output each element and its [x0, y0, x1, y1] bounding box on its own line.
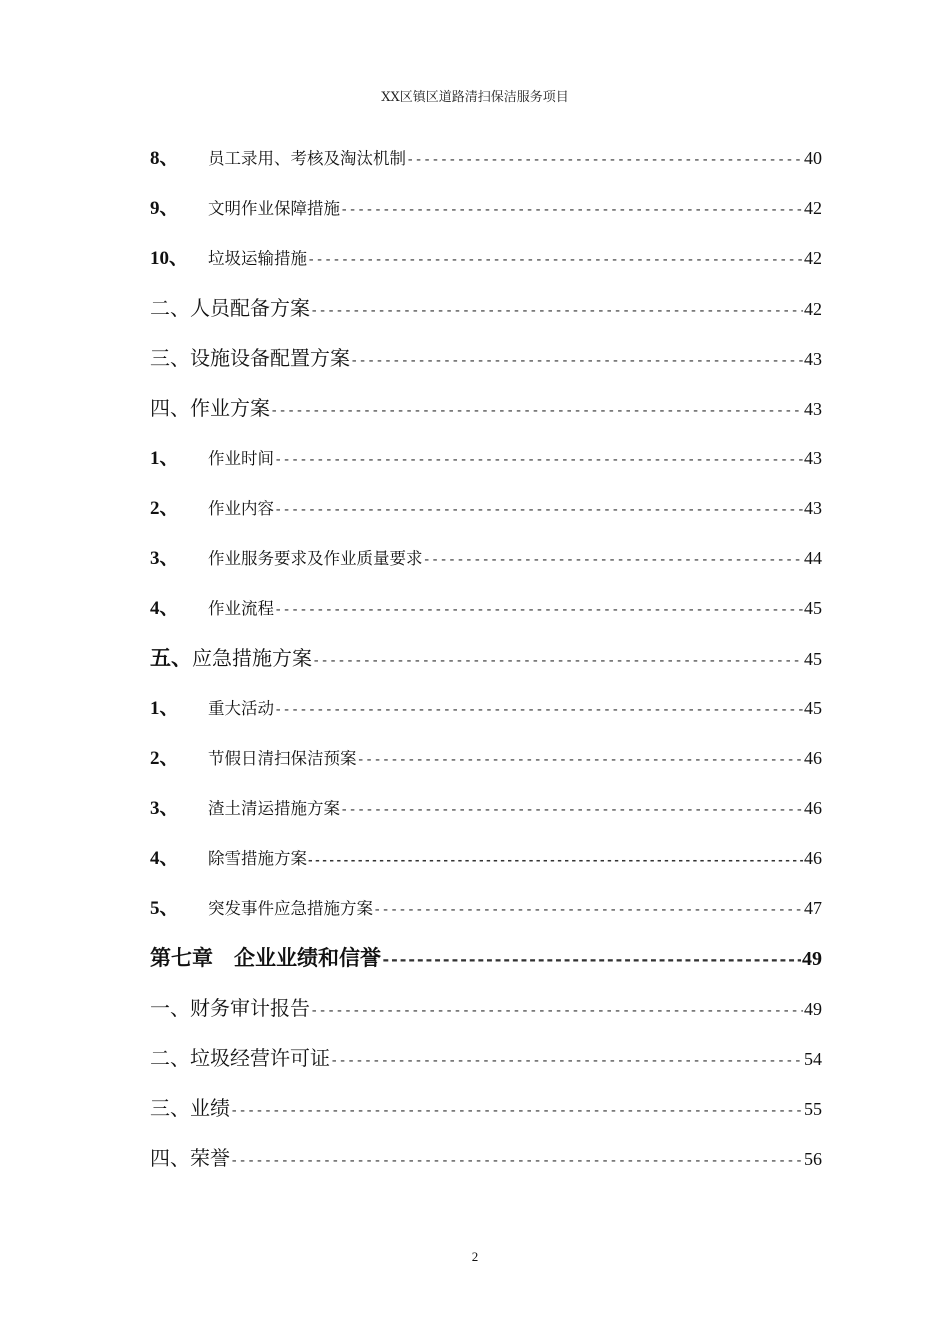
- toc-entry-page: 42: [804, 198, 822, 218]
- toc-dot-leader: [274, 690, 803, 730]
- toc-entry-number: 3、: [150, 548, 179, 569]
- toc-entry-page: 45: [804, 698, 822, 718]
- toc-entry-number: 1、: [150, 698, 179, 719]
- toc-entry-title: 作业流程: [208, 599, 274, 618]
- toc-dot-leader: [423, 540, 804, 580]
- toc-entry-title: 突发事件应急措施方案: [208, 899, 373, 918]
- toc-dot-leader: [310, 291, 803, 331]
- toc-entry-page: 49: [804, 999, 822, 1019]
- toc-entry-number: 4、: [150, 848, 179, 869]
- toc-entry[interactable]: [150, 688, 822, 738]
- toc-entry-number: 8、: [150, 148, 179, 169]
- toc-entry-number: 3、: [150, 798, 179, 819]
- toc-entry-number: 2、: [150, 748, 179, 769]
- toc-dot-leader: [274, 440, 803, 480]
- toc-entry-title: 员工录用、考核及淘汰机制: [208, 149, 406, 168]
- toc-entry-title: 三、业绩: [150, 1096, 230, 1120]
- toc-entry-number: 1、: [150, 448, 179, 469]
- toc-entry[interactable]: [150, 938, 822, 988]
- toc-entry-title: 二、垃圾经营许可证: [150, 1046, 330, 1070]
- toc-entry-title: 第七章 企业业绩和信誉: [150, 945, 381, 970]
- toc-entry[interactable]: [150, 388, 822, 438]
- toc-entry-page: 46: [804, 848, 822, 868]
- page-number: 2: [471, 1249, 479, 1264]
- table-of-contents: [150, 138, 822, 1188]
- toc-entry-page: 43: [804, 448, 822, 468]
- toc-entry-title: 四、作业方案: [150, 396, 270, 420]
- toc-dot-leader: [274, 590, 803, 630]
- toc-dot-leader: [307, 240, 803, 280]
- toc-dot-leader: [230, 1141, 803, 1181]
- toc-entry-page: 40: [804, 148, 822, 168]
- toc-entry-page: 42: [804, 299, 822, 319]
- toc-entry-title: 作业内容: [208, 499, 274, 518]
- toc-dot-leader: [230, 1091, 803, 1131]
- toc-entry[interactable]: [150, 1038, 822, 1088]
- toc-dot-leader: [340, 190, 803, 230]
- toc-dot-leader: [312, 641, 803, 681]
- toc-dot-leader: [340, 790, 803, 830]
- toc-entry[interactable]: [150, 288, 822, 338]
- toc-entry[interactable]: [150, 788, 822, 838]
- toc-entry[interactable]: [150, 238, 822, 288]
- toc-dot-leader: [307, 841, 803, 881]
- toc-entry-page: 45: [804, 649, 822, 669]
- toc-entry-title: 渣土清运措施方案: [208, 799, 340, 818]
- toc-entry[interactable]: [150, 988, 822, 1038]
- toc-entry[interactable]: [150, 138, 822, 188]
- toc-entry[interactable]: [150, 888, 822, 938]
- toc-entry-page: 54: [804, 1049, 822, 1069]
- toc-entry-page: 46: [804, 748, 822, 768]
- toc-entry[interactable]: [150, 588, 822, 638]
- toc-dot-leader: [270, 391, 803, 431]
- toc-entry-page: 42: [804, 248, 822, 268]
- page-header: XX区镇区道路清扫保洁服务项目: [381, 90, 569, 105]
- toc-entry-number: 4、: [150, 598, 179, 619]
- toc-dot-leader: [406, 140, 803, 180]
- toc-entry-page: 43: [804, 498, 822, 518]
- toc-entry-page: 44: [804, 548, 822, 568]
- toc-dot-leader: [310, 991, 803, 1031]
- toc-entry[interactable]: [150, 738, 822, 788]
- toc-entry[interactable]: [150, 338, 822, 388]
- toc-entry-title: 四、荣誉: [150, 1146, 230, 1170]
- toc-entry-page: 49: [802, 948, 822, 970]
- toc-dot-leader: [330, 1041, 803, 1081]
- toc-entry[interactable]: [150, 488, 822, 538]
- toc-entry[interactable]: [150, 188, 822, 238]
- toc-entry[interactable]: [150, 438, 822, 488]
- toc-entry-number: 5、: [150, 898, 179, 919]
- toc-entry-number: 9、: [150, 198, 179, 219]
- toc-entry-number: 五、: [150, 646, 192, 670]
- toc-entry[interactable]: [150, 538, 822, 588]
- toc-entry-page: 45: [804, 598, 822, 618]
- toc-entry-page: 47: [804, 898, 822, 918]
- toc-entry-title: 文明作业保障措施: [208, 199, 340, 218]
- toc-entry-title: 作业服务要求及作业质量要求: [208, 549, 423, 568]
- toc-entry-title: 节假日清扫保洁预案: [208, 749, 357, 768]
- toc-entry-title: 应急措施方案: [192, 646, 312, 670]
- toc-entry-title: 三、设施设备配置方案: [150, 346, 350, 370]
- toc-entry-title: 作业时间: [208, 449, 274, 468]
- toc-dot-leader: [381, 940, 801, 980]
- toc-entry-page: 55: [804, 1099, 822, 1119]
- toc-entry-number: 10、: [150, 248, 189, 269]
- toc-entry-page: 56: [804, 1149, 822, 1169]
- toc-entry-page: 46: [804, 798, 822, 818]
- toc-entry-title: 垃圾运输措施: [208, 249, 307, 268]
- toc-entry[interactable]: [150, 1138, 822, 1188]
- toc-entry-title: 重大活动: [208, 699, 274, 718]
- toc-dot-leader: [350, 341, 803, 381]
- toc-dot-leader: [274, 490, 803, 530]
- toc-entry-title: 除雪措施方案: [208, 849, 307, 868]
- toc-entry-page: 43: [804, 399, 822, 419]
- toc-dot-leader: [357, 740, 804, 780]
- toc-entry[interactable]: [150, 1088, 822, 1138]
- toc-entry-number: 2、: [150, 498, 179, 519]
- toc-entry-title: 一、财务审计报告: [150, 996, 310, 1020]
- toc-entry[interactable]: [150, 838, 822, 888]
- toc-entry-title: 二、人员配备方案: [150, 296, 310, 320]
- toc-entry[interactable]: [150, 638, 822, 688]
- toc-entry-page: 43: [804, 349, 822, 369]
- toc-dot-leader: [373, 890, 803, 930]
